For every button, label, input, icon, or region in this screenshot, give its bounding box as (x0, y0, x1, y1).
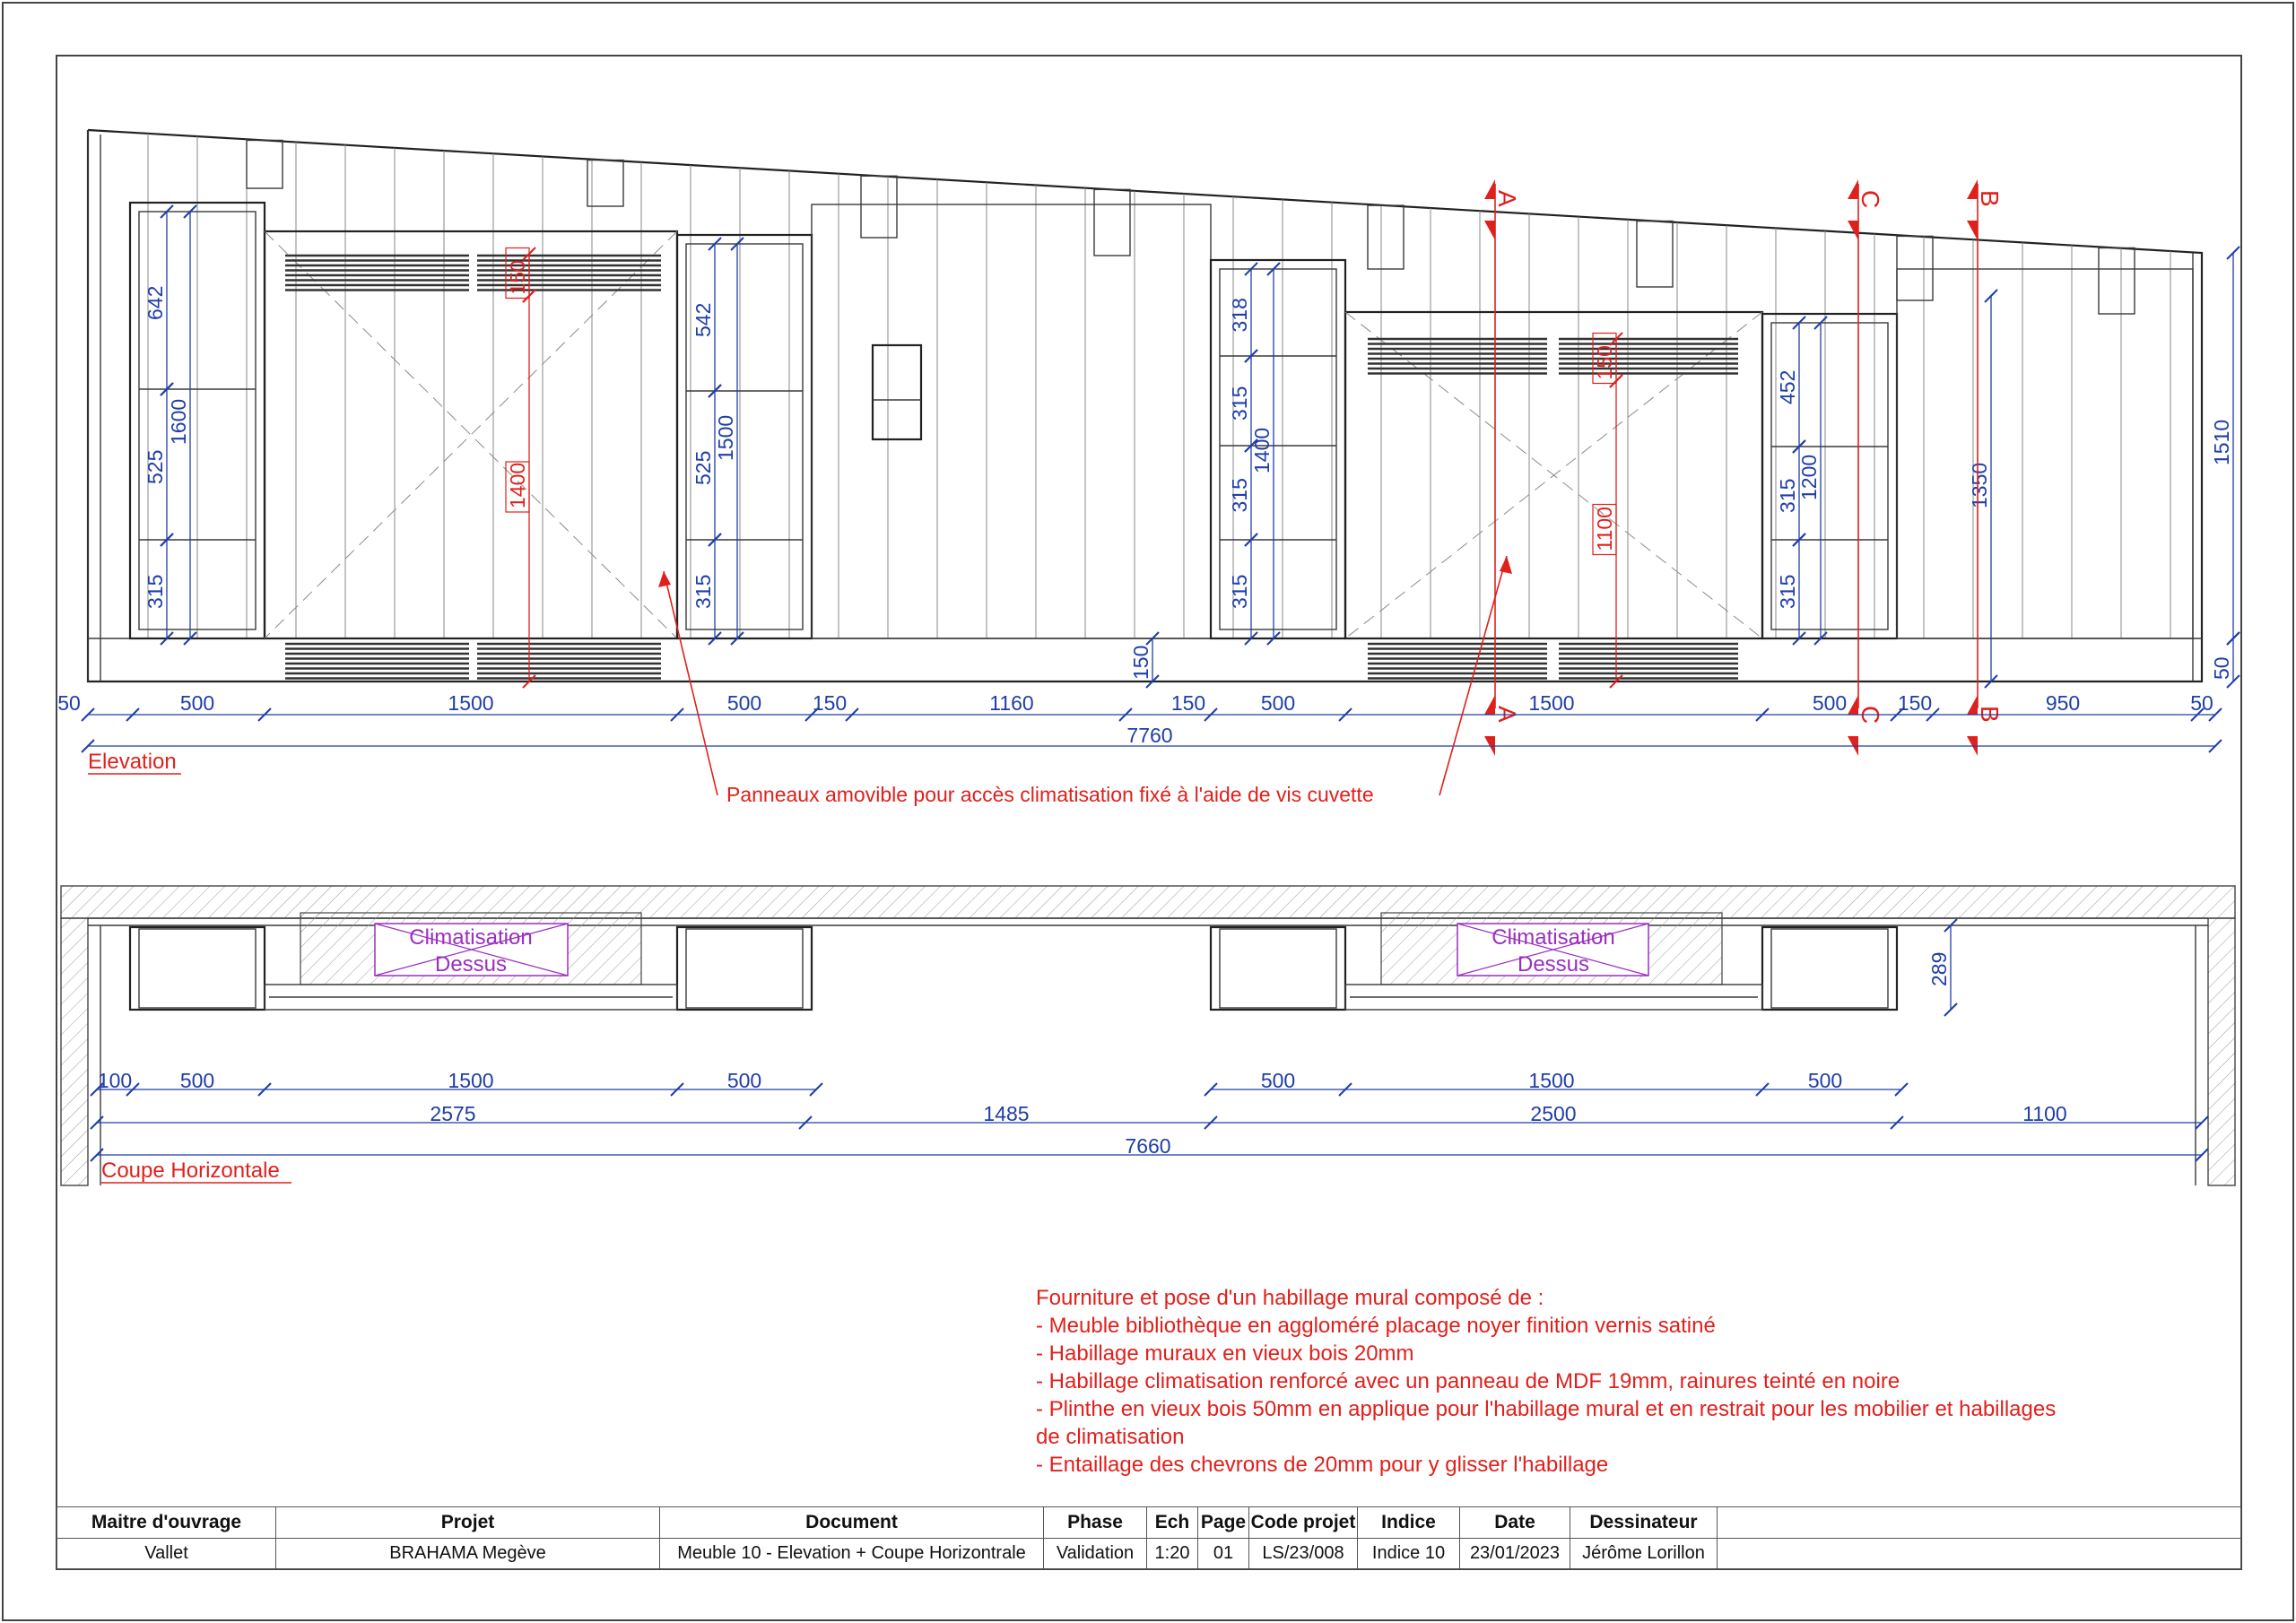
vertical-dim (1776, 534, 1805, 645)
coupe-dim-label: 1485 (983, 1102, 1030, 1125)
vent-grille (285, 256, 469, 291)
horizontal-dim-label: 1160 (989, 691, 1034, 715)
vertical-dim-label: 150 (1593, 345, 1616, 380)
tb-header: Date (1460, 1507, 1570, 1539)
rafter-block (247, 140, 283, 188)
vertical-dim-label: 315 (1776, 574, 1799, 609)
section-marker-label: B (1976, 706, 2004, 723)
vertical-dim-label: 525 (144, 449, 167, 484)
horizontal-dim-label: 500 (1812, 691, 1848, 715)
vertical-dim (1776, 317, 1805, 453)
coupe-dimensions (91, 1069, 2208, 1161)
vertical-dim (1250, 263, 1280, 645)
note-line: - Habillage climatisation renforcé avec un panneau de MDF 19mm, rainures teinté en noire (1036, 1369, 1900, 1393)
vertical-dim-label: 1500 (714, 414, 737, 461)
tb-value: 01 (1198, 1538, 1249, 1569)
tb-header: Phase (1044, 1507, 1147, 1539)
vertical-dim-label: 315 (1776, 478, 1799, 513)
vent-grille (1368, 644, 1547, 679)
vertical-dim-label: 318 (1228, 298, 1251, 333)
rafter-block (1897, 236, 1933, 300)
title-block (57, 1506, 2241, 1569)
vertical-dim-label: 315 (144, 574, 167, 609)
rafter-block (1094, 189, 1130, 256)
note-line: - Habillage muraux en vieux bois 20mm (1036, 1341, 1414, 1366)
vertical-dim (506, 290, 535, 688)
coupe-dim-label: 500 (179, 1069, 215, 1092)
vent-grille (1559, 644, 1738, 679)
vertical-dim-label: 642 (144, 285, 167, 320)
tb-value: BRAHAMA Megève (276, 1538, 660, 1569)
tb-header: Projet (276, 1507, 660, 1539)
horizontal-dim-label: 50 (57, 691, 81, 715)
section-marker (1484, 179, 1521, 240)
tb-value: Validation (1044, 1538, 1147, 1569)
clim-label-1b: Dessus (434, 952, 508, 976)
vertical-dim-label: 1200 (1797, 454, 1821, 500)
tb-header: Maitre d'ouvrage (57, 1507, 276, 1539)
tb-value: 23/01/2023 (1460, 1538, 1570, 1569)
horizontal-dim-label: 150 (1897, 691, 1933, 715)
section-marker (1967, 179, 2004, 240)
horizontal-dim-label: 1500 (448, 691, 494, 715)
rafter-block (2099, 247, 2135, 314)
vertical-dim (691, 238, 721, 397)
horizontal-section-view (61, 886, 2235, 1185)
clim-label-2b: Dessus (1517, 952, 1590, 976)
horizontal-dim-label: 150 (812, 691, 848, 715)
vertical-dim-label: 1100 (1593, 507, 1616, 551)
section-marker-label: A (1493, 706, 1521, 723)
vertical-dim (2210, 247, 2239, 645)
elevation-label: Elevation (88, 750, 177, 774)
tb-value: Meuble 10 - Elevation + Coupe Horizontrale (660, 1538, 1044, 1569)
coupe-dim-label: 2575 (430, 1102, 476, 1125)
vertical-dim-label: 525 (691, 450, 715, 485)
section-marker (1848, 695, 1884, 756)
vertical-dim (1228, 263, 1257, 362)
vertical-dim (1968, 290, 1997, 688)
rafter-block (1368, 205, 1404, 269)
horizontal-dim-label: 500 (179, 691, 215, 715)
vertical-dim (1797, 317, 1827, 645)
tb-value (1718, 1538, 2241, 1569)
section-marker-label: A (1493, 190, 1521, 207)
vertical-dim-label: 1400 (506, 462, 529, 508)
coupe-dim-label: 1500 (1528, 1069, 1575, 1092)
tb-value: 1:20 (1147, 1538, 1198, 1569)
wall-planks (148, 134, 2170, 638)
vent-grille (285, 644, 469, 679)
coupe-dim-label: 100 (97, 1069, 133, 1092)
coupe-dim-label: 1500 (448, 1069, 494, 1092)
note-line: - Meuble bibliothèque en aggloméré placage noyer finition vernis satiné (1036, 1314, 1716, 1338)
tb-value: Vallet (57, 1538, 276, 1569)
removable-panel-annotation: Panneaux amovible pour accès climatisation fixé à l'aide de vis cuvette (726, 783, 1374, 806)
horizontal-dim-label: 500 (1260, 691, 1296, 715)
note-line: - Plinthe en vieux bois 50mm en applique pour l'habillage mural et en restrait pour les mobilier et habillages de climatisation (1036, 1397, 2057, 1449)
vertical-dim (1593, 375, 1622, 688)
coupe-total-label: 7660 (1125, 1134, 1171, 1158)
horizontal-dim-label: 1500 (1528, 691, 1575, 715)
horizontal-dim-label: 950 (2045, 691, 2081, 715)
vertical-dim-label: 150 (1129, 645, 1152, 680)
construction-notes (1036, 1284, 2076, 1479)
coupe-label: Coupe Horizontale (101, 1159, 280, 1183)
tb-header: Ech (1147, 1507, 1198, 1539)
section-marker (1848, 179, 1884, 240)
vertical-dim-label: 315 (1228, 478, 1251, 513)
tb-value: Jérôme Lorillon (1570, 1538, 1718, 1569)
vertical-dim-label: 315 (691, 574, 715, 609)
rafter-block (1637, 221, 1673, 287)
section-marker-label: C (1857, 706, 1884, 725)
section-marker-label: B (1976, 190, 2004, 207)
vent-grille (1559, 339, 1738, 374)
section-marker (1484, 695, 1521, 756)
horizontal-dimensions (57, 691, 2222, 752)
tb-value: Indice 10 (1358, 1538, 1460, 1569)
tb-value: LS/23/008 (1249, 1538, 1358, 1569)
note-line: Fourniture et pose d'un habillage mural composé de : (1036, 1286, 1544, 1310)
vertical-dim-label: 542 (691, 302, 715, 337)
coupe-dim-label: 2500 (1530, 1102, 1577, 1125)
horizontal-dim-label: 500 (726, 691, 762, 715)
coupe-depth-dim: 289 (1927, 951, 1951, 986)
coupe-dim-label: 500 (726, 1069, 762, 1092)
elevation-view (57, 130, 2239, 806)
section-marker (1967, 695, 2004, 756)
total-dim-label: 7760 (1126, 724, 1173, 747)
vent-grille (1368, 339, 1547, 374)
vertical-dim-label: 150 (506, 260, 529, 295)
vent-grille (477, 256, 661, 291)
clim-label-1a: Climatisation (409, 925, 533, 950)
vertical-dim-label: 315 (1228, 386, 1251, 421)
tb-header: Indice (1358, 1507, 1460, 1539)
note-line: - Entaillage des chevrons de 20mm pour y glisser l'habillage (1036, 1453, 1609, 1477)
tb-header: Code projet (1249, 1507, 1358, 1539)
clim-label-2a: Climatisation (1492, 925, 1615, 950)
vertical-dim (691, 385, 721, 546)
coupe-dim-label: 500 (1260, 1069, 1296, 1092)
vent-grille (477, 644, 661, 679)
vertical-dim-label: 1600 (167, 398, 190, 445)
vertical-dim-label: 452 (1776, 369, 1799, 404)
rafter-block (587, 161, 623, 206)
tb-header: Document (660, 1507, 1044, 1539)
rafter-block (861, 176, 897, 238)
vertical-dim-label: 1400 (1250, 427, 1274, 473)
vertical-dim (691, 534, 721, 645)
vertical-dim-label: 1510 (2210, 419, 2233, 465)
coupe-dim-label: 1100 (2022, 1102, 2067, 1125)
tb-header: Dessinateur (1570, 1507, 1718, 1539)
vertical-dim-label: 50 (2210, 656, 2233, 680)
tb-header (1718, 1507, 2241, 1539)
section-marker-label: C (1857, 190, 1884, 209)
tb-header: Page (1198, 1507, 1249, 1539)
horizontal-dim-label: 50 (2190, 691, 2213, 715)
ac-vent-grilles (285, 256, 1738, 679)
coupe-dim-label: 500 (1807, 1069, 1843, 1092)
vertical-dim (2210, 632, 2239, 688)
vertical-dim-label: 315 (1228, 574, 1251, 609)
vertical-dim (167, 205, 196, 645)
vertical-dim (1228, 534, 1257, 645)
vertical-dim (1129, 632, 1159, 688)
horizontal-dim-label: 150 (1170, 691, 1206, 715)
vertical-dim (714, 238, 744, 645)
vertical-dim-label: 1350 (1968, 462, 1991, 508)
vertical-dimensions (144, 205, 2239, 688)
